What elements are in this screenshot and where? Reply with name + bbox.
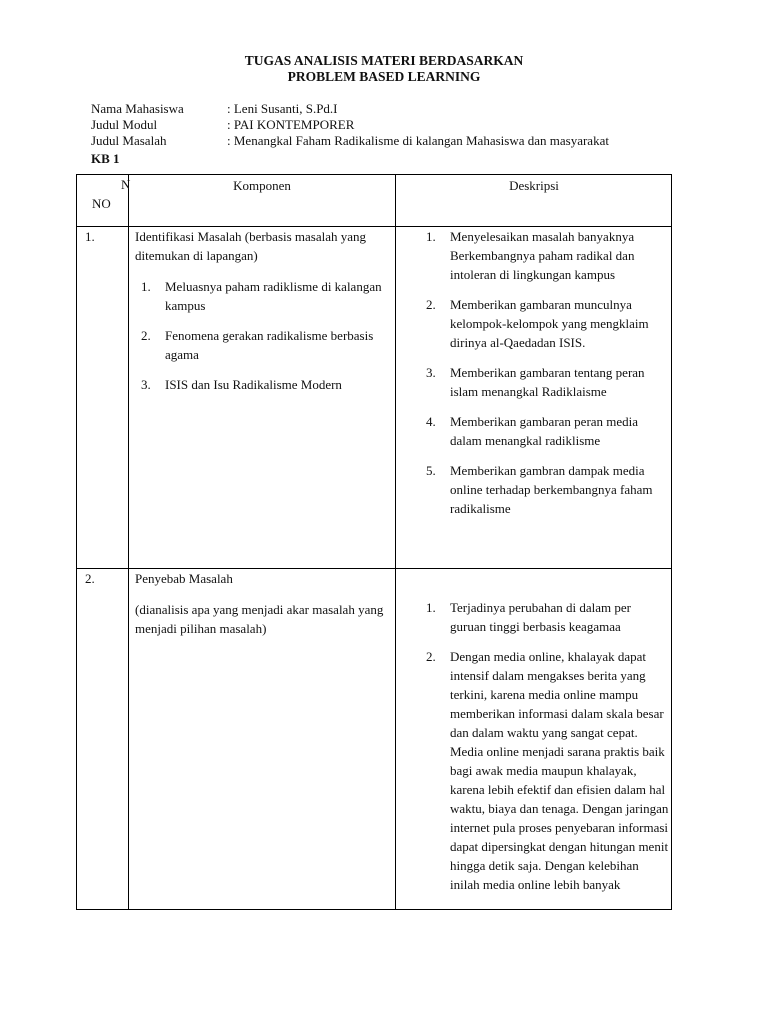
row2-komponen: [135, 569, 390, 638]
deskripsi-list: [420, 598, 670, 894]
document-title-line1: TUGAS ANALISIS MATERI BERDASARKAN: [244, 53, 524, 68]
meta-row-nama: [91, 101, 609, 117]
meta-row-modul: [91, 117, 609, 133]
list-item: 5. Memberikan gambran dampak media online terhadap berkembangnya faham radikalisme: [426, 463, 653, 516]
list-item: 3. Memberikan gambaran tentang peran islam menangkal Radiklaisme: [426, 365, 645, 399]
row2-deskripsi: [420, 598, 670, 908]
row1-deskripsi: [420, 227, 670, 529]
list-item: 2. Fenomena gerakan radikalisme berbasis agama: [141, 328, 374, 362]
header-deskripsi: Deskripsi: [509, 178, 559, 193]
row-number: 1.: [85, 229, 95, 244]
meta-value: : PAI KONTEMPORER: [227, 117, 355, 132]
deskripsi-list: [420, 227, 670, 518]
komponen-title: Identifikasi Masalah (berbasis masalah yang ditemukan di lapangan): [135, 229, 367, 263]
komponen-list: [135, 277, 390, 394]
meta-label: Nama Mahasiswa: [91, 101, 184, 116]
meta-value: : Menangkal Faham Radikalisme di kalangan Mahasiswa dan masyarakat: [227, 133, 609, 148]
list-item: 1. Terjadinya perubahan di dalam per guruan tinggi berbasis keagamaa: [426, 600, 632, 634]
list-item: 2. Dengan media online, khalayak dapat intensif dalam mengakses berita yang terkini, karena media online mampu memberikan informasi dalam skala besar dan dalam waktu yang sangat cepat. Media online menjadi sarana praktis baik bagi awak media maupun khalayak, karena lebih efektif dan efisien dalam hal waktu, biaya dan tenaga. Dengan jaringan internet pula proses penyebaran informasi dapat dipersingkat dengan hitungan menit hingga detik saja. Dengan kelebihan inilah media online lebih banyak: [426, 649, 669, 892]
header-no: NO: [92, 196, 111, 211]
list-item: 1. Menyelesaikan masalah banyaknya Berkembangnya paham radikal dan intoleran di lingkungan kampus: [426, 229, 635, 282]
column-divider: [128, 175, 129, 909]
row1-komponen: [135, 227, 390, 405]
komponen-note: (dianalisis apa yang menjadi akar masalah yang menjadi pilihan masalah): [135, 602, 384, 636]
meta-block: [91, 101, 609, 149]
header-no-top: N: [121, 177, 131, 192]
list-item: 3. ISIS dan Isu Radikalisme Modern: [141, 377, 342, 392]
row-number: 2.: [85, 571, 95, 586]
meta-label: Judul Masalah: [91, 133, 167, 148]
list-item: 1. Meluasnya paham radiklisme di kalangan kampus: [141, 279, 382, 313]
meta-value: : Leni Susanti, S.Pd.I: [227, 101, 338, 116]
list-item: 2. Memberikan gambaran munculnya kelompok-kelompok yang mengklaim dirinya al-Qaedadan ISIS.: [426, 297, 649, 350]
analysis-table: [76, 174, 672, 910]
meta-label: Judul Modul: [91, 117, 158, 132]
header-komponen: Komponen: [233, 178, 291, 193]
list-item: 4. Memberikan gambaran peran media dalam menangkal radiklisme: [426, 414, 639, 448]
column-divider: [395, 175, 396, 909]
kb-label: KB 1: [91, 151, 120, 166]
document-title-line2: PROBLEM BASED LEARNING: [287, 69, 481, 84]
komponen-title: Penyebab Masalah: [135, 571, 233, 586]
meta-row-masalah: [91, 133, 609, 149]
